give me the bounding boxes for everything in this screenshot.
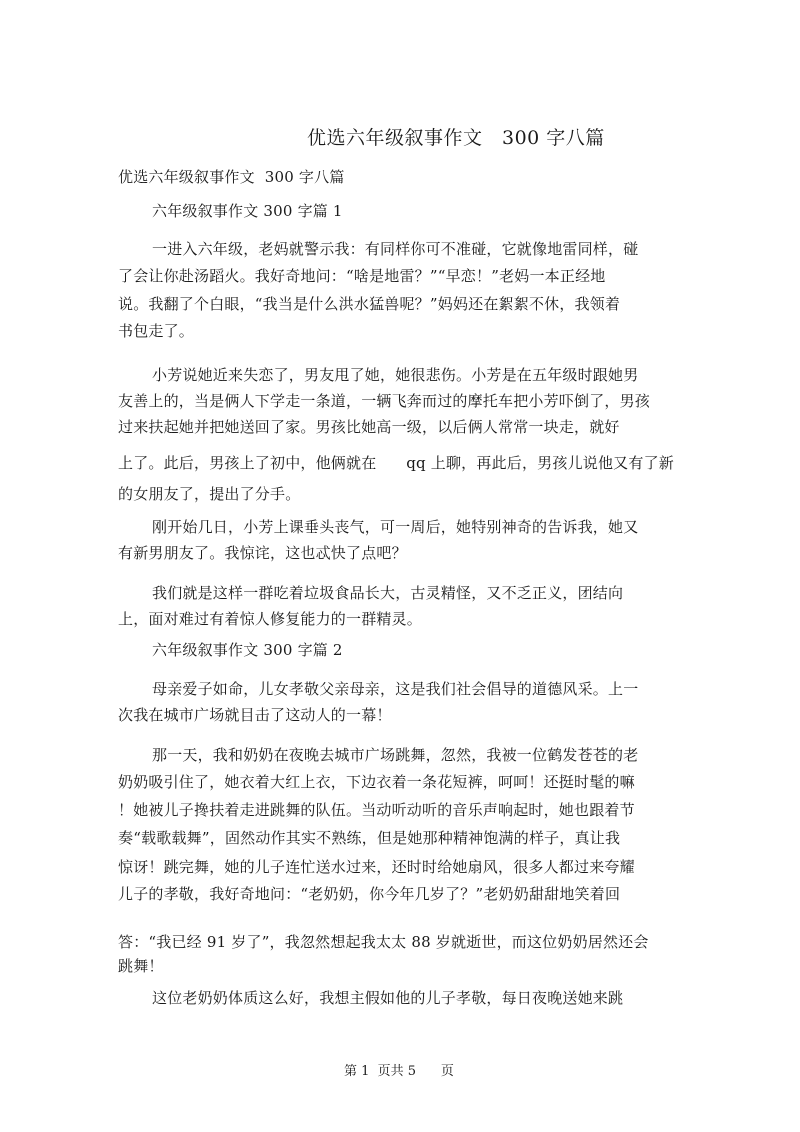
text-line: 儿子的孝敬，我好奇地问：“老奶奶，你今年几岁了？”老奶奶甜甜地笑着回 (118, 885, 621, 903)
text-line: 小芳说她近来失恋了，男友甩了她，她很悲伤。小芳是在五年级时跟她男 (152, 366, 639, 384)
text-line: 答：“我已经 91 岁了”，我忽然想起我太太 88 岁就逝世，而这位奶奶居然还会 (118, 933, 649, 951)
text-line: 优选六年级叙事作文 300 字八篇 (118, 168, 345, 186)
text-line: 惊讶！跳完舞，她的儿子连忙送水过来，还时时给她扇风，很多人都过来夸耀 (118, 858, 635, 876)
text-line: 过来扶起她并把她送回了家。男孩比她高一级，以后俩人常常一块走，就好 (118, 418, 620, 436)
text-line: 刚开始几日，小芳上课垂头丧气，可一周后，她特别神奇的告诉我，她又 (152, 518, 639, 536)
text-line: 上了。此后，男孩上了初中，他俩就在 qq 上聊，再此后，男孩儿说他又有了新 (118, 454, 674, 472)
text-line: 了会让你赴汤蹈火。我好奇地问：“啥是地雷？”“早恋！”老妈一本正经地 (118, 267, 606, 285)
text-line: 上，面对难过有着惊人修复能力的一群精灵。 (118, 610, 423, 628)
text-line: 的女朋友了，提出了分手。 (118, 485, 301, 503)
text-line: 一进入六年级，老妈就警示我：有同样你可不准碰，它就像地雷同样，碰 (152, 240, 639, 258)
text-line: 这位老奶奶体质这么好，我想主假如他的儿子孝敬，每日夜晚送她来跳 (152, 989, 624, 1007)
text-line: 说。我翻了个白眼，“我当是什么洪水猛兽呢？”妈妈还在絮絮不休，我领着 (118, 295, 621, 313)
page-footer: 第 1 页共 5 页 (344, 1064, 454, 1079)
text-line: 次我在城市广场就目击了这动人的一幕！ (118, 706, 392, 724)
section-heading: 六年级叙事作文 300 字篇 2 (152, 641, 343, 659)
text-line: 有新男朋友了。我惊诧，这也忒快了点吧？ (118, 544, 407, 562)
text-line: 奏“载歌载舞”，固然动作其实不熟练，但是她那种精神饱满的样子，真让我 (118, 829, 621, 847)
text-line: 奶奶吸引住了，她衣着大红上衣，下边衣着一条花短裤，呵呵！还挺时髦的嘛 (118, 773, 635, 791)
text-line: 书包走了。 (118, 322, 195, 340)
document-title: 优选六年级叙事作文 300 字八篇 (307, 127, 605, 149)
text-line: 我们就是这样一群吃着垃圾食品长大，古灵精怪，又不乏正义，团结向 (152, 584, 624, 602)
text-line: 跳舞！ (118, 957, 164, 975)
text-line: 母亲爱子如命，儿女孝敬父亲母亲，这是我们社会倡导的道德风采。上一 (152, 680, 639, 698)
text-line: ！她被儿子搀扶着走进跳舞的队伍。当动听动听的音乐声响起时，她也跟着节 (118, 801, 635, 819)
section-heading: 六年级叙事作文 300 字篇 1 (152, 202, 343, 220)
text-line: 友善上的，当是俩人下学走一条道，一辆飞奔而过的摩托车把小芳吓倒了，男孩 (118, 392, 651, 410)
text-line: 那一天，我和奶奶在夜晚去城市广场跳舞，忽然，我被一位鹤发苍苍的老 (152, 746, 639, 764)
